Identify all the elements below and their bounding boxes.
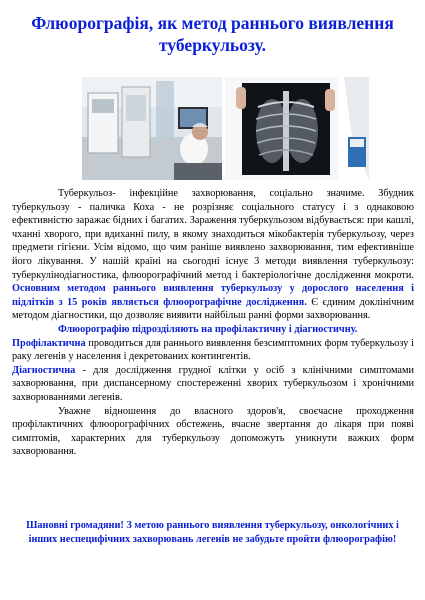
fluorography-room-photo: [82, 77, 222, 180]
paragraph-last: Уважне відношення до власного здоров'я, своєчасне проходження профілактичних флюорографічних обстежень, вчасне звертання до лікаря при появі симптомів, характерних для туберкульозу допоможуть уникнути важких форм захворювання.: [12, 405, 414, 458]
diagnostic-text: - для дослідження грудної клітки у осіб з клінічними симптомами захворювання, при диспансерному спостереженні хворих туберкульозом і хронічними захворюваннями легенів.: [12, 364, 414, 403]
intro-tail: Є єдиним доклінічним методом діагностики, що дозволяє виявити найбільш ранні форми захворювання.: [12, 296, 414, 322]
chest-xray-photo: [225, 77, 369, 180]
profilactic-term: Профілактична: [12, 337, 86, 349]
intro-text: Туберкульоз- інфекційне захворювання, соціально значиме. Збудник туберкульозу - паличка Коха - не розрізняє соціального статусу і з однаковою ефективністю заражає бідних і багатих. Зараження туберкульозом відбувається: при кашлі, чханні хворого, при вдиханні пилу, в якому знаходиться мікобактерія туберкульозу, через предмети гігієни. Усім відомо, що чим раніше виявлено захворювання, тим ефективніше його лікування. У нашій країні на сьогодні існує 3 методи виявлення туберкульозу: туберкулінодіагностика, флюорографічний метод і бактеріологічне дослідження мокроти.: [12, 188, 414, 281]
footer-appeal: Шановні громадяни! З метою раннього виявлення туберкульозу, онкологічних і інших неспецифічних захворювань легенів не забудьте пройти флюорографію!: [26, 520, 399, 545]
article-body: [12, 187, 414, 459]
paragraph-profilactic: [12, 337, 414, 364]
paragraph-intro: [12, 187, 414, 323]
paragraph-diagnostic: [12, 364, 414, 405]
profilactic-text: проводиться для раннього виявлення безсимптомних форм туберкульозу і раку легенів у населення і декретованих контингентів.: [12, 337, 414, 363]
section-subtitle: Флюорографію підрозділяють на профілактичну і діагностичну.: [58, 323, 358, 335]
photo-strip: [82, 77, 369, 180]
page-title: Флюорографія, як метод раннього виявлення туберкульозу.: [31, 13, 394, 55]
intro-highlight: Основним методом раннього виявлення туберкульозу у дорослого населення і підлітків з 15 років являється флюорографічне дослідження.: [12, 283, 414, 308]
photo-collage: [82, 77, 369, 180]
diagnostic-term: Діагностична: [12, 364, 76, 376]
